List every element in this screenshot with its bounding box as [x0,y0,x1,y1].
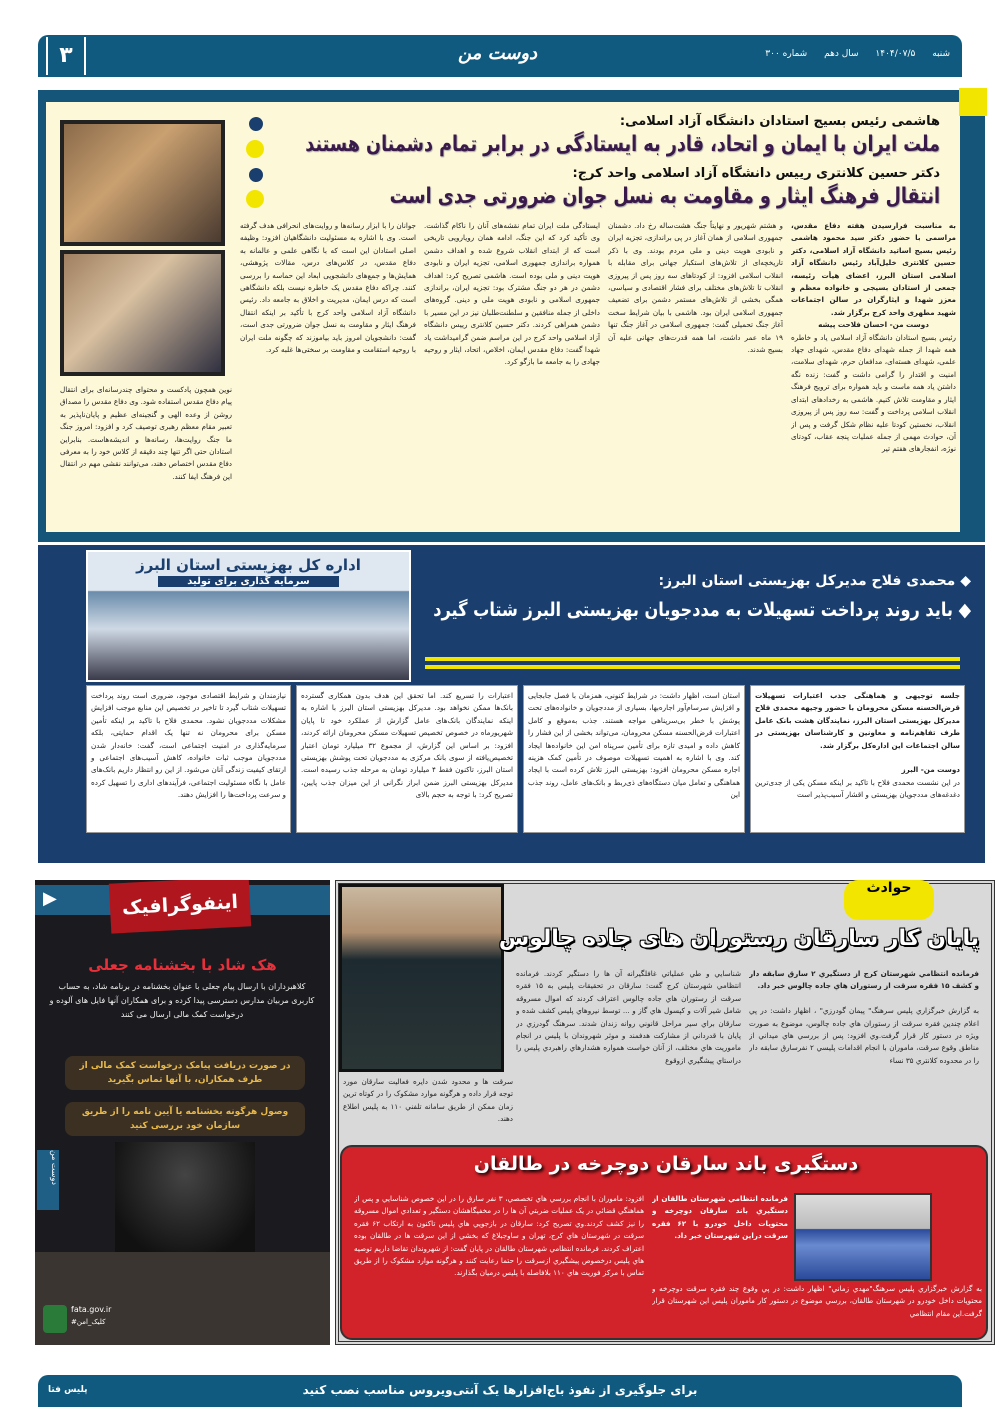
newspaper-logo: دوست من [458,43,538,64]
play-icon[interactable]: ▶ [43,888,57,909]
tip-1: در صورت دریافت پیامک درخواست کمک مالی از طرف همکاران، با آنها تماس بگیرید [65,1056,305,1090]
infographic-title: هک شاد با بخشنامه جعلی [88,956,277,974]
headline-1: ملت ایران با ایمان و اتحاد، قادر به ایستادگی در برابر تمام دشمنان هستند [305,132,940,157]
headline-block [270,114,940,214]
column-5: نوین همچون پادکست و محتوای چندرسانه‌ای برای انتقال پیام دفاع مقدس استفاده شود. وی دفاع مقدس را مصداق روشن از وعده الهی و گنجینه‌ای عظیم و پایان‌ناپذیر به تعبیر مقام معظم رهبری توصیف کرد و افزود: امروز جنگ ما جنگ روایت‌ها، رسانه‌ها و اندیشه‌هاست. بنابراین استادان حتی اگر تنها چند دقیقه از کلاس خود را به معرفی دفاع مقدس اختصاص دهند، می‌توانند نقشی مهم در انتقال این فرهنگ ایفا کنند. [60,385,232,481]
column-1: جلسه توجیهی و هماهنگی جذب اعتبارات تسهیلات قرض‌الحسنه مسکن محرومان با حضور وجیهه محمدی فلاح مدیرکل بهزیستی استان البرز، نمایندگان هشت بانک عامل طرف تفاهم‌نامه و معاونین و کارشناسان بهزیستی در سالن اجتماعات این اداره‌کل برگزار شد. دوست من- البرز در این نشست محمدی فلاح با تاکید بر اینکه مسکن یکی از جدی‌ترین دغدغه‌های مددجویان بهزیستی و اقشار آسیب‌پذیر است [750,685,965,833]
story-welfare [38,545,985,863]
footer-bar [38,1375,962,1407]
date: ۱۴۰۴/۰۷/۵ [875,49,916,59]
infographic-intro: کلاهبرداران با ارسال پیام جعلی با عنوان بخشنامه در برنامه شاد، به حساب کاربری مربیان مدارس دسترسی پیدا کرده و برای همکاران آنها فایل های آلوده و درخواست کمک مالی ارسال می کنند [49,982,315,1019]
issue-number: شماره ۳۰۰ [765,49,808,59]
side-logo: دوست من [37,1150,59,1210]
headline-2: انتقال فرهنگ ایثار و مقاومت به نسل جوان ضرورتی جدی است [389,184,940,209]
prisoners-photo [794,1193,932,1281]
lead-paragraph: فرمانده انتظامي شهرستان طالقان از دستگيري باند سارقان دوچرخه و محتويات داخل خودرو با ۶۲ فقره سرقت دراين شهرستان خبر داد. [652,1194,788,1241]
byline: دوست من- احسان فلاحت پیشه [818,320,929,330]
lead-paragraph: جلسه توجیهی و هماهنگی جذب اعتبارات تسهیلات قرض‌الحسنه مسکن محرومان با حضور وجیهه محمدی فلاح مدیرکل بهزیستی استان البرز، نمایندگان هشت بانک عامل طرف تفاهم‌نامه و معاونین و کارشناسان بهزیستی در سالن اجتماعات این اداره‌کل برگزار شد. [755,691,960,750]
column-3: اعتبارات را تسریع کند. اما تحقق این هدف بدون همکاری گسترده بانک‌ها ممکن نخواهد بود. مدیرکل بهزیستی استان البرز با اشاره به اینکه نمایندگان بانک‌های عامل گزارش از عملکرد خود تا پایان شهریورماه در خصوص تخصیص تسهیلات مسکن محرومان ارائه کردند، افزود: بر اساس این گزارش، از مجموع ۳۲ میلیارد تومان اعتبار تخصیص‌یافته از سوی بانک مرکزی به مددجویان تحت پوشش بهزیستی استان البرز، تاکنون فقط ۴ میلیارد تومان به مرحله جذب رسیده است. مدیرکل بهزیستی البرز ضمن ابراز نگرانی از این میزان جذب پایین، تصریح کرد: با توجه به حجم بالای [296,685,518,833]
headline-block [426,573,971,621]
photo-kalantari [60,250,225,376]
photo-subbanner: سرمایه گذاری برای تولید [158,576,339,587]
infographic-badge: اینفوگرافیک [109,880,251,934]
kicker-2: دکتر حسین کلانتری رییس دانشگاه آزاد اسلامی واحد کرج: [572,166,940,181]
footer-message: برای جلوگیری از نفوذ باج‌افزارها یک آنتی‌ویروس مناسب نصب کنید [302,1383,698,1397]
yellow-rule [425,665,960,669]
lead-paragraph: فرمانده انتظامي شهرستان کرج از دستگيري ۲ سارق سابقه دار و کشف ۱۵ فقره سرقت از رستوران هاي جاده چالوس خبر داد. [749,969,979,991]
page-header [38,35,962,77]
photo-banner: اداره کل بهزیستی استان البرز [136,556,361,574]
bullet-dot [246,190,264,208]
meeting-photo [86,550,411,682]
column-3: ایستادگی ملت ایران تمام نقشه‌های آنان را ناکام گذاشت. وی تأکید کرد که این جنگ، ادامه همان رویارویی تاریخی است که از ابتدای انقلاب شروع شده و اهداف دشمن همواره براندازی جمهوری اسلامی، تجزیه ایران و نابودی هویت دینی و ملی بوده است. هاشمی تصریح کرد: اهداف دشمن در هر دو جنگ مشترک بود: تجزیه ایران، براندازی جمهوری اسلامی و نابودی هویت ملی و دینی. گروه‌های داخلی از جمله منافقین و سلطنت‌طلبان نیز در این مسیر با دشمن همراهی کردند. دکتر حسین کلانتری رییس دانشگاه آزاد اسلامی واحد کرج در این مراسم ضمن گرامیداشت یاد شهدا گفت: دفاع مقدس ایمان، اخلاص، اتحاد، ایثار و روحیه جهادی را به جامعه ما بازگو کرد. [424,221,600,367]
story-taleqan [340,1145,988,1340]
bullet-dot [249,168,263,182]
kicker-1: هاشمی رئیس بسیج استادان دانشگاه آزاد اسلامی: [619,114,940,129]
infographic [35,880,330,1345]
column-2: شناسايي و طي عملياتي غافلگيرانه آن ها را دستگير کردند. فرمانده انتظامي شهرستان کرج گفت: سارقان در تحقيقات پليس به ۱۵ فقره سرقت از رستوران هاي جاده چالوس اعتراف کردند که اموال مسروقه شامل شير آلات و کپسول هاي گاز و ... توسط نيروهاي پليس کشف شده و سارقان براي سير مراحل قانوني روانه زندان شدند. سرهنگ گودرزي در پايان با قدرداني از مشارکت هدفمند و موثر شهروندان با پليس در انجام ماموريت هاي مختلف، از آنان خواست همواره هشدارهاي راهبردي پليس را دراستاي پيشگيري ازوقوع [516,969,741,1065]
fata-police-emblem-icon [43,1305,67,1333]
column-4: نیازمندان و شرایط اقتصادی موجود، ضروری است روند پرداخت تسهیلات شتاب گیرد تا تاخیر در تخصیص این منابع موجب افزایش مشکلات مددجویان نشود. محمدی فلاح با تاکید بر اینکه تأمین مسکن برای محرومان نه تنها یک اقدام حمایتی، بلکه سرمایه‌گذاری در امنیت اجتماعی است، گفت: خانه‌دار شدن مددجویان موجب ثبات خانواده، کاهش آسیب‌های اجتماعی و ارتقای کیفیت زندگی آنان می‌شود. از این رو انتظار داریم بانک‌های عامل با نگاه مسئولیت اجتماعی، فرآیندهای اداری را تسهیل کرده و سرعت پرداخت‌ها را افزایش دهند. [86,685,291,833]
column-2: افزود: ماموران با انجام بررسي هاي تخصصي، ۳ نفر سارق را در اين خصوص شناسايي و پس از هماهنگي قضائي در يک عمليات ضربتي آن ها را در مخفيگاهشان دستگير و تعدادي اموال مسروقه را نيز کشف کردند.وي تصريح کرد: سارقان در بازجويي هاي پليس تاکنون به ارتکاب ۶۲ فقره سرقت در شهرستان هاي کرج، تهران و ساوجبلاغ که بخشي از اين سرقت ها در طالقان بوده اعتراف کردند. فرمانده انتظامي شهرستان طالقان در پايان گفت: از شهروندان تقاضا داريم توصيه هاي پليس درخصوص پيشگيري ازسرقت را حتما رعايت کنند و هرگونه موارد مشکوک را از طريق تماس با مرکز فوريت هاي ۱۱۰ بلافاصله با پليس درميان بگذارند. [354,1194,644,1278]
desk-illustration [35,1252,330,1345]
column-1 [791,220,956,525]
bullet-dot [246,140,264,158]
woman-with-phone-illustration [115,1142,255,1252]
page-number: ۳ [46,37,86,75]
hashtag: #کلیک_امن [71,1318,106,1326]
column-4: جوانان را با ابزار رسانه‌ها و روایت‌های انحرافی هدف گرفته است. وی با اشاره به مسئولیت دانشگاهیان افزود: وظیفه اصلی استادان این است که با نگاهی علمی و عالمانه به دفاع مقدس، در کلاس‌های درس، مقالات پژوهشی، همایش‌ها و جمع‌های دانشجویی ابعاد این حماسه را بررسی کنند. چراکه دفاع مقدس یک خاطره نیست بلکه دانشگاهی است که درس ایمان، مدیریت و اخلاق به جامعه داد. رئیس دانشگاه آزاد اسلامی واحد کرج با تأکید بر اینکه انتقال فرهنگ ایثار و مقاومت به نسل جوان ضرورتی جدی است، گفت: دانشجویان امروز باید بیاموزند که چگونه ملت ایران با روحیه استقامت و مقاومت بر سختی‌ها غلبه کرد. [240,221,416,355]
column-1-continued: به گزارش خبرگزاري پليس سرهنگ"مهدي زماني" اظهار داشت: در پي وقوع چند فقره سرقت دوچرخه و محتويات داخل خودرو در شهرستان طالقان، بررسي موضوع در دستور کار ماموران پليس اين شهرستان قرار گرفت.اين مقام انتظامي [652,1284,982,1318]
tip-2: وصول هرگونه بخشنامه یا آیین نامه را از طریق سازمان خود بررسی کنید [65,1102,305,1136]
kicker: ◆ محمدی فلاح مدیرکل بهزیستی استان البرز: [658,573,971,589]
column-1: فرمانده انتظامي شهرستان کرج از دستگيري ۲ سارق سابقه دار و کشف ۱۵ فقره سرقت از رستوران هاي جاده چالوس خبر داد. به گزارش خبرگزاري پليس سرهنگ" پيمان گودرزي" ، اظهار داشت: در پي اعلام چندين فقره سرقت از رستوران هاي جاده چالوس، موضوع به صورت ويژه در دستور کار قرار گرفت.وي افزود: پس از بررسي هاي ميداني از مناطق وقوع سرقت، ماموران با انجام اقدامات پليسي ۲ نفرسارق سابقه دار را در محدوده کلانتري ۳۵ نساء [749,969,979,1065]
bullet-dot [249,117,263,131]
footer-source: پلیس فتا [48,1385,88,1395]
headline: دستگیری باند سارقان دوچرخه در طالقان [473,1153,859,1175]
site-url[interactable]: fata.gov.ir [71,1305,112,1314]
yellow-rule [425,657,960,661]
byline: دوست من- البرز [901,765,960,775]
headline: ◆ باید روند پرداخت تسهیلات به مددجویان بهزیستی البرز شتاب گیرد [433,599,971,621]
section-label: حوادث [844,880,934,920]
lead-paragraph: به مناسبت فرارسیدن هفته دفاع مقدس، مراسمی با حضور دکتر سید محمود هاشمی رئیس بسیج اساتید دانشگاه آزاد اسلامی، دکتر حسین کلانتری خلیل‌آباد رئیس دانشگاه آزاد اسلامی استان البرز، اعضای هیأت رئیسه، جمعی از استادان بسیجی و خانواده معظم و معزز شهدا و ایثارگران در سالن اجتماعات شهید مطهری واحد کرج برگزار شد. [791,221,956,317]
headline: پایان کار سارقان رستوران های جاده چالوس [498,926,979,951]
day: شنبه [932,49,950,59]
story-university [38,90,985,542]
corner-decoration [959,88,987,116]
column-1 [652,1193,788,1281]
year: سال دهم [824,49,859,59]
suspects-photo [339,884,504,1072]
column-2: و هشتم شهریور و نهایتاً جنگ هشت‌ساله رخ داد. دشمنان جمهوری اسلامی از همان آغاز در پی براندازی، تجزیه ایران و نابودی هویت دینی و ملی مردم بودند. وی با ذکر تاریخچه‌ای از تلاش‌های استکبار جهانی برای مقابله با انقلاب اسلامی افزود: از کودتاهای سه روز پس از پیروزی انقلاب تا تلاش‌های مختلف برای فشار اقتصادی و سیاسی، همگی بخشی از تلاش‌های مستمر دشمن برای تضعیف جمهوری اسلامی ایران بود. هاشمی با بیان شرایط سخت آغاز جنگ تحمیلی گفت: جمهوری اسلامی در آغاز جنگ تنها ۱۹ ماه عمر داشت، اما همه قدرت‌های جهانی علیه آن بسیج شدند. [608,221,783,355]
column-2: استان است، اظهار داشت: در شرایط کنونی، همزمان با فصل جابجایی و افزایش سرسام‌آور اجاره‌بها، بسیاری از مددجویان و خانواده‌های تحت پوشش با خطر بی‌سرپناهی مواجه هستند. جذب به‌موقع و کامل اعتبارات قرض‌الحسنه مسکن محرومان، می‌تواند بخشی از این فشار را کاهش داده و امیدی تازه برای تأمین سرپناه امن این خانواده‌ها ایجاد کند. وی با اشاره به اهمیت تسهیلات موصوف در تأمین کمک هزینه اجاره مسکن محرومان افزود: بهزیستی البرز تلاش کرده است با ایجاد هماهنگی و تعامل میان دستگاه‌های ذی‌ربط و بانک‌های عامل، روند جذب این [523,685,745,833]
column-3: سرقت ها و محدود شدن دايره فعاليت سارقان مورد توجه قرار داده و هرگونه موارد مشکوک را در کوتاه ترين زمان ممکن از طريق سامانه تلفني ۱۱۰ به پليس اطلاع دهند. [343,1077,513,1124]
story-body-panel [46,102,960,532]
issue-meta [751,49,950,59]
body-text: رئیس بسیج استادان دانشگاه آزاد اسلامی یاد و خاطره همه شهدا از جمله شهدای دفاع مقدس، شهدای جهاد علمی، شهدای هسته‌ای، مدافعان حرم، شهدای سلامت، امنیت و اقتدار را گرامی داشت و گفت: زنده نگه داشتن یاد همه ماست و باید همواره برای ترویج فرهنگ ایثار و مقاومت تلاش کنیم. هاشمی به رخدادهای ابتدای انقلاب اسلامی پرداخت و گفت: سه روز پس از پیروزی انقلاب، نخستین کودتا علیه نظام شکل گرفت و پس از آن، حوادث مهمی از جمله عملیات پنجه عقاب، کودتای نوژه، انفجارهای هفتم تیر [791,332,956,454]
photo-hashemi [60,120,225,246]
